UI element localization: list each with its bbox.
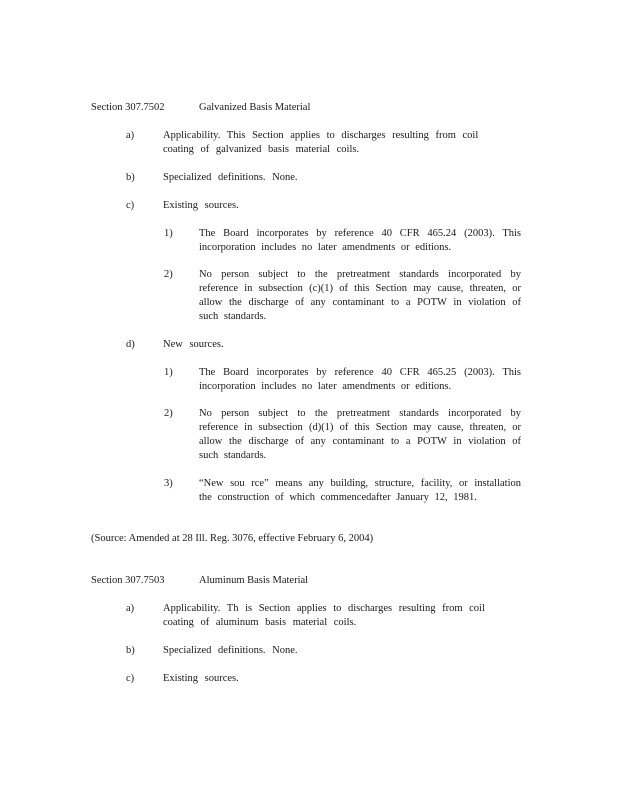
subitem-label: 1)	[164, 228, 173, 239]
item-label: c)	[126, 673, 135, 684]
subitem-text: No person subject to the pretreatment standards incorporated by reference in subsection (d)(1) of this Section may cause, threaten, or allow the discharge of any contaminant to a POTW in violation of such standards.	[199, 408, 521, 461]
subitem-text: No person subject to the pretreatment standards incorporated by reference in subsection (c)(1) of this Section may cause, threaten, or allow the discharge of any contaminant to a POTW in violation of such standards.	[199, 269, 521, 322]
item-label: c)	[126, 200, 135, 211]
item-label: d)	[126, 339, 135, 350]
item-text: Specialized definitions. None.	[163, 172, 298, 183]
subitem-text: “New sou rce” means any building, structure, facility, or installation the construction of which commencedafter January 12, 1981.	[199, 478, 521, 503]
subitem-text: The Board incorporates by reference 40 CFR 465.25 (2003). This incorporation includes no later amendments or editions.	[199, 367, 521, 392]
item-text: Existing sources.	[163, 673, 239, 684]
item-text: Applicability. This Section applies to discharges resulting from coil coating of galvanized basis material coils.	[163, 130, 479, 155]
item-text: Specialized definitions. None.	[163, 645, 298, 656]
item-label: b)	[126, 172, 135, 183]
section-number: Section 307.7503	[91, 575, 165, 586]
source-note: (Source: Amended at 28 Ill. Reg. 3076, effective February 6, 2004)	[91, 533, 374, 544]
subitem-label: 3)	[164, 478, 173, 489]
item-text: Applicability. Th is Section applies to discharges resulting from coil coating of aluminum basis material coils.	[163, 603, 485, 628]
item-label: a)	[126, 603, 135, 614]
section-heading	[91, 574, 308, 588]
section-number: Section 307.7502	[91, 102, 165, 113]
subitem-label: 2)	[164, 269, 173, 280]
section-title: Galvanized Basis Material	[199, 102, 311, 113]
section-heading	[91, 101, 310, 115]
item-text: Existing sources.	[163, 200, 239, 211]
item-text: New sources.	[163, 339, 224, 350]
item-label: a)	[126, 130, 135, 141]
subitem-text: The Board incorporates by reference 40 CFR 465.24 (2003). This incorporation includes no later amendments or editions.	[199, 228, 521, 253]
subitem-label: 1)	[164, 367, 173, 378]
item-label: b)	[126, 645, 135, 656]
subitem-label: 2)	[164, 408, 173, 419]
section-title: Aluminum Basis Material	[199, 575, 309, 586]
